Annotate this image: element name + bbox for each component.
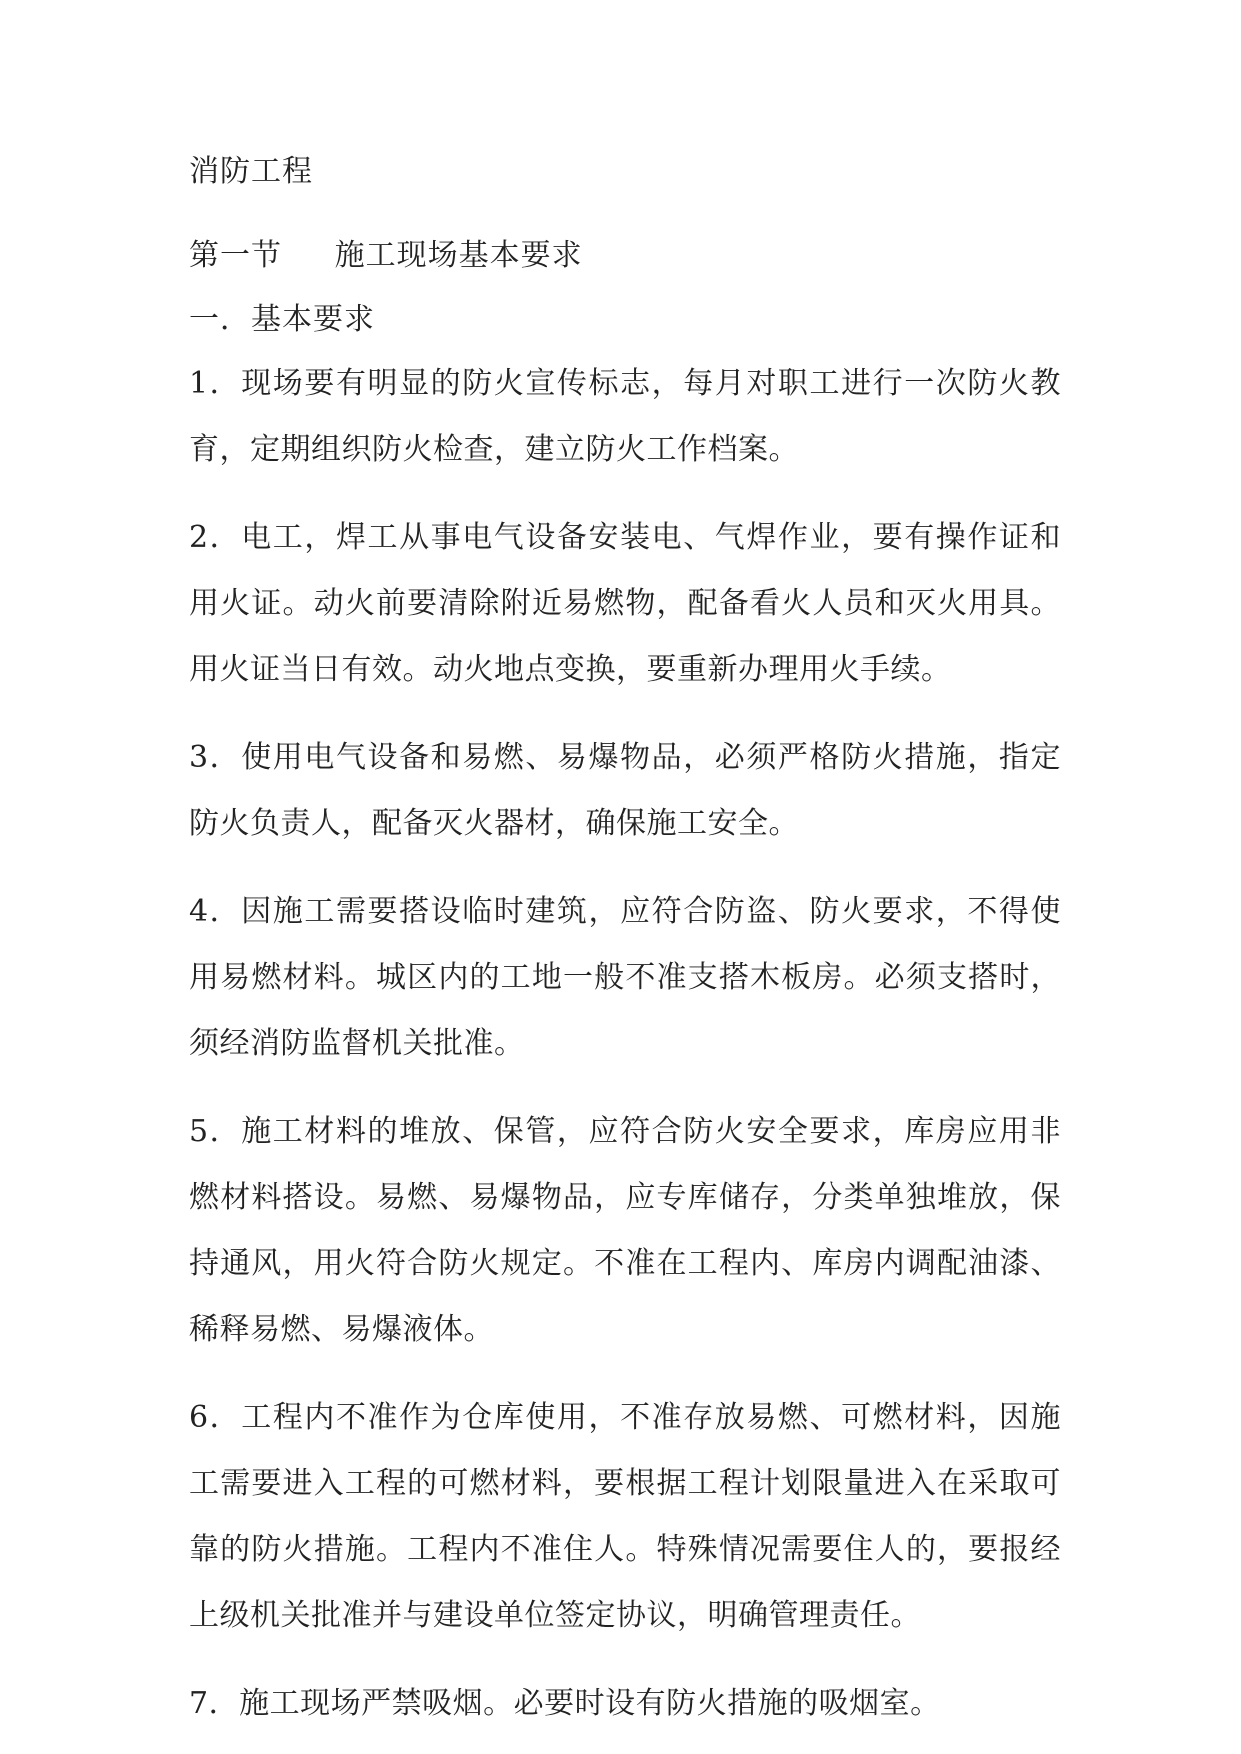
requirement-item-1: 1．现场要有明显的防火宣传标志，每月对职工进行一次防火教育，定期组织防火检查，建立防火工作档案。 [189, 366, 1061, 467]
document-title: 消防工程 [189, 154, 313, 189]
requirement-item-5: 5．施工材料的堆放、保管，应符合防火安全要求，库房应用非燃材料搭设。易燃、易爆物品，应专库储存，分类单独堆放，保持通风，用火符合防火规定。不准在工程内、库房内调配油漆、稀释易燃、易爆液体。 [189, 1114, 1061, 1347]
requirement-item-3: 3．使用电气设备和易燃、易爆物品，必须严格防火措施，指定防火负责人，配备灭火器材，确保施工安全。 [189, 740, 1061, 841]
document-body [189, 152, 1061, 1737]
requirement-item-4: 4．因施工需要搭设临时建筑，应符合防盗、防火要求，不得使用易燃材料。城区内的工地一般不准支搭木板房。必须支搭时，须经消防监督机关批准。 [189, 894, 1061, 1061]
section-heading: 第一节 施工现场基本要求 [189, 238, 583, 273]
requirement-item-2: 2．电工，焊工从事电气设备安装电、气焊作业，要有操作证和用火证。动火前要清除附近易燃物，配备看火人员和灭火用具。用火证当日有效。动火地点变换，要重新办理用火手续。 [189, 520, 1061, 687]
requirement-item-6: 6．工程内不准作为仓库使用，不准存放易燃、可燃材料，因施工需要进入工程的可燃材料，要根据工程计划限量进入在采取可靠的防火措施。工程内不准住人。特殊情况需要住人的，要报经上级机关批准并与建设单位签定协议，明确管理责任。 [189, 1400, 1061, 1633]
subsection-heading: 一．基本要求 [189, 302, 375, 337]
requirements-list [189, 351, 1061, 1737]
requirement-item-7: 7．施工现场严禁吸烟。必要时设有防火措施的吸烟室。 [189, 1686, 941, 1721]
